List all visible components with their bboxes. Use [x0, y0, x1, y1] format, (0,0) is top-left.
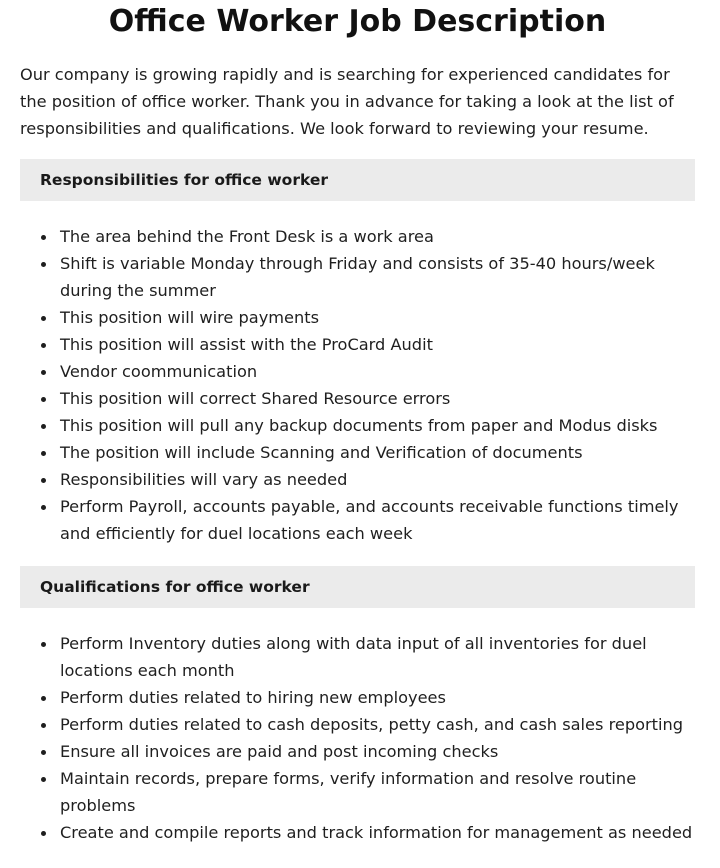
list-item: Vendor coommunication: [60, 358, 695, 385]
responsibilities-list: [20, 223, 695, 547]
list-item: Shift is variable Monday through Friday and consists of 35-40 hours/week during the summer: [60, 250, 695, 304]
list-item: Perform duties related to hiring new employees: [60, 684, 695, 711]
list-item: Perform Payroll, accounts payable, and accounts receivable functions timely and efficiently for duel locations each week: [60, 493, 695, 547]
list-item: The area behind the Front Desk is a work area: [60, 223, 695, 250]
intro-paragraph: Our company is growing rapidly and is searching for experienced candidates for the position of office worker. Thank you in advance for taking a look at the list of responsibilities and qualifications. We look forward to reviewing your resume.: [20, 65, 674, 138]
qualifications-heading: Qualifications for office worker: [20, 566, 695, 608]
list-item: Create and compile reports and track information for management as needed: [60, 819, 695, 846]
job-description-page: [20, 0, 695, 846]
list-item: This position will pull any backup documents from paper and Modus disks: [60, 412, 695, 439]
responsibilities-heading: Responsibilities for office worker: [20, 159, 695, 201]
list-item: Responsibilities will vary as needed: [60, 466, 695, 493]
list-item: This position will correct Shared Resource errors: [60, 385, 695, 412]
list-item: Perform duties related to cash deposits, petty cash, and cash sales reporting: [60, 711, 695, 738]
list-item: The position will include Scanning and Verification of documents: [60, 439, 695, 466]
qualifications-list: [20, 630, 695, 846]
list-item: This position will assist with the ProCard Audit: [60, 331, 695, 358]
list-item: Perform Inventory duties along with data input of all inventories for duel locations each month: [60, 630, 695, 684]
list-item: Maintain records, prepare forms, verify information and resolve routine problems: [60, 765, 695, 819]
list-item: Ensure all invoices are paid and post incoming checks: [60, 738, 695, 765]
list-item: This position will wire payments: [60, 304, 695, 331]
page-title: Office Worker Job Description: [108, 4, 607, 39]
